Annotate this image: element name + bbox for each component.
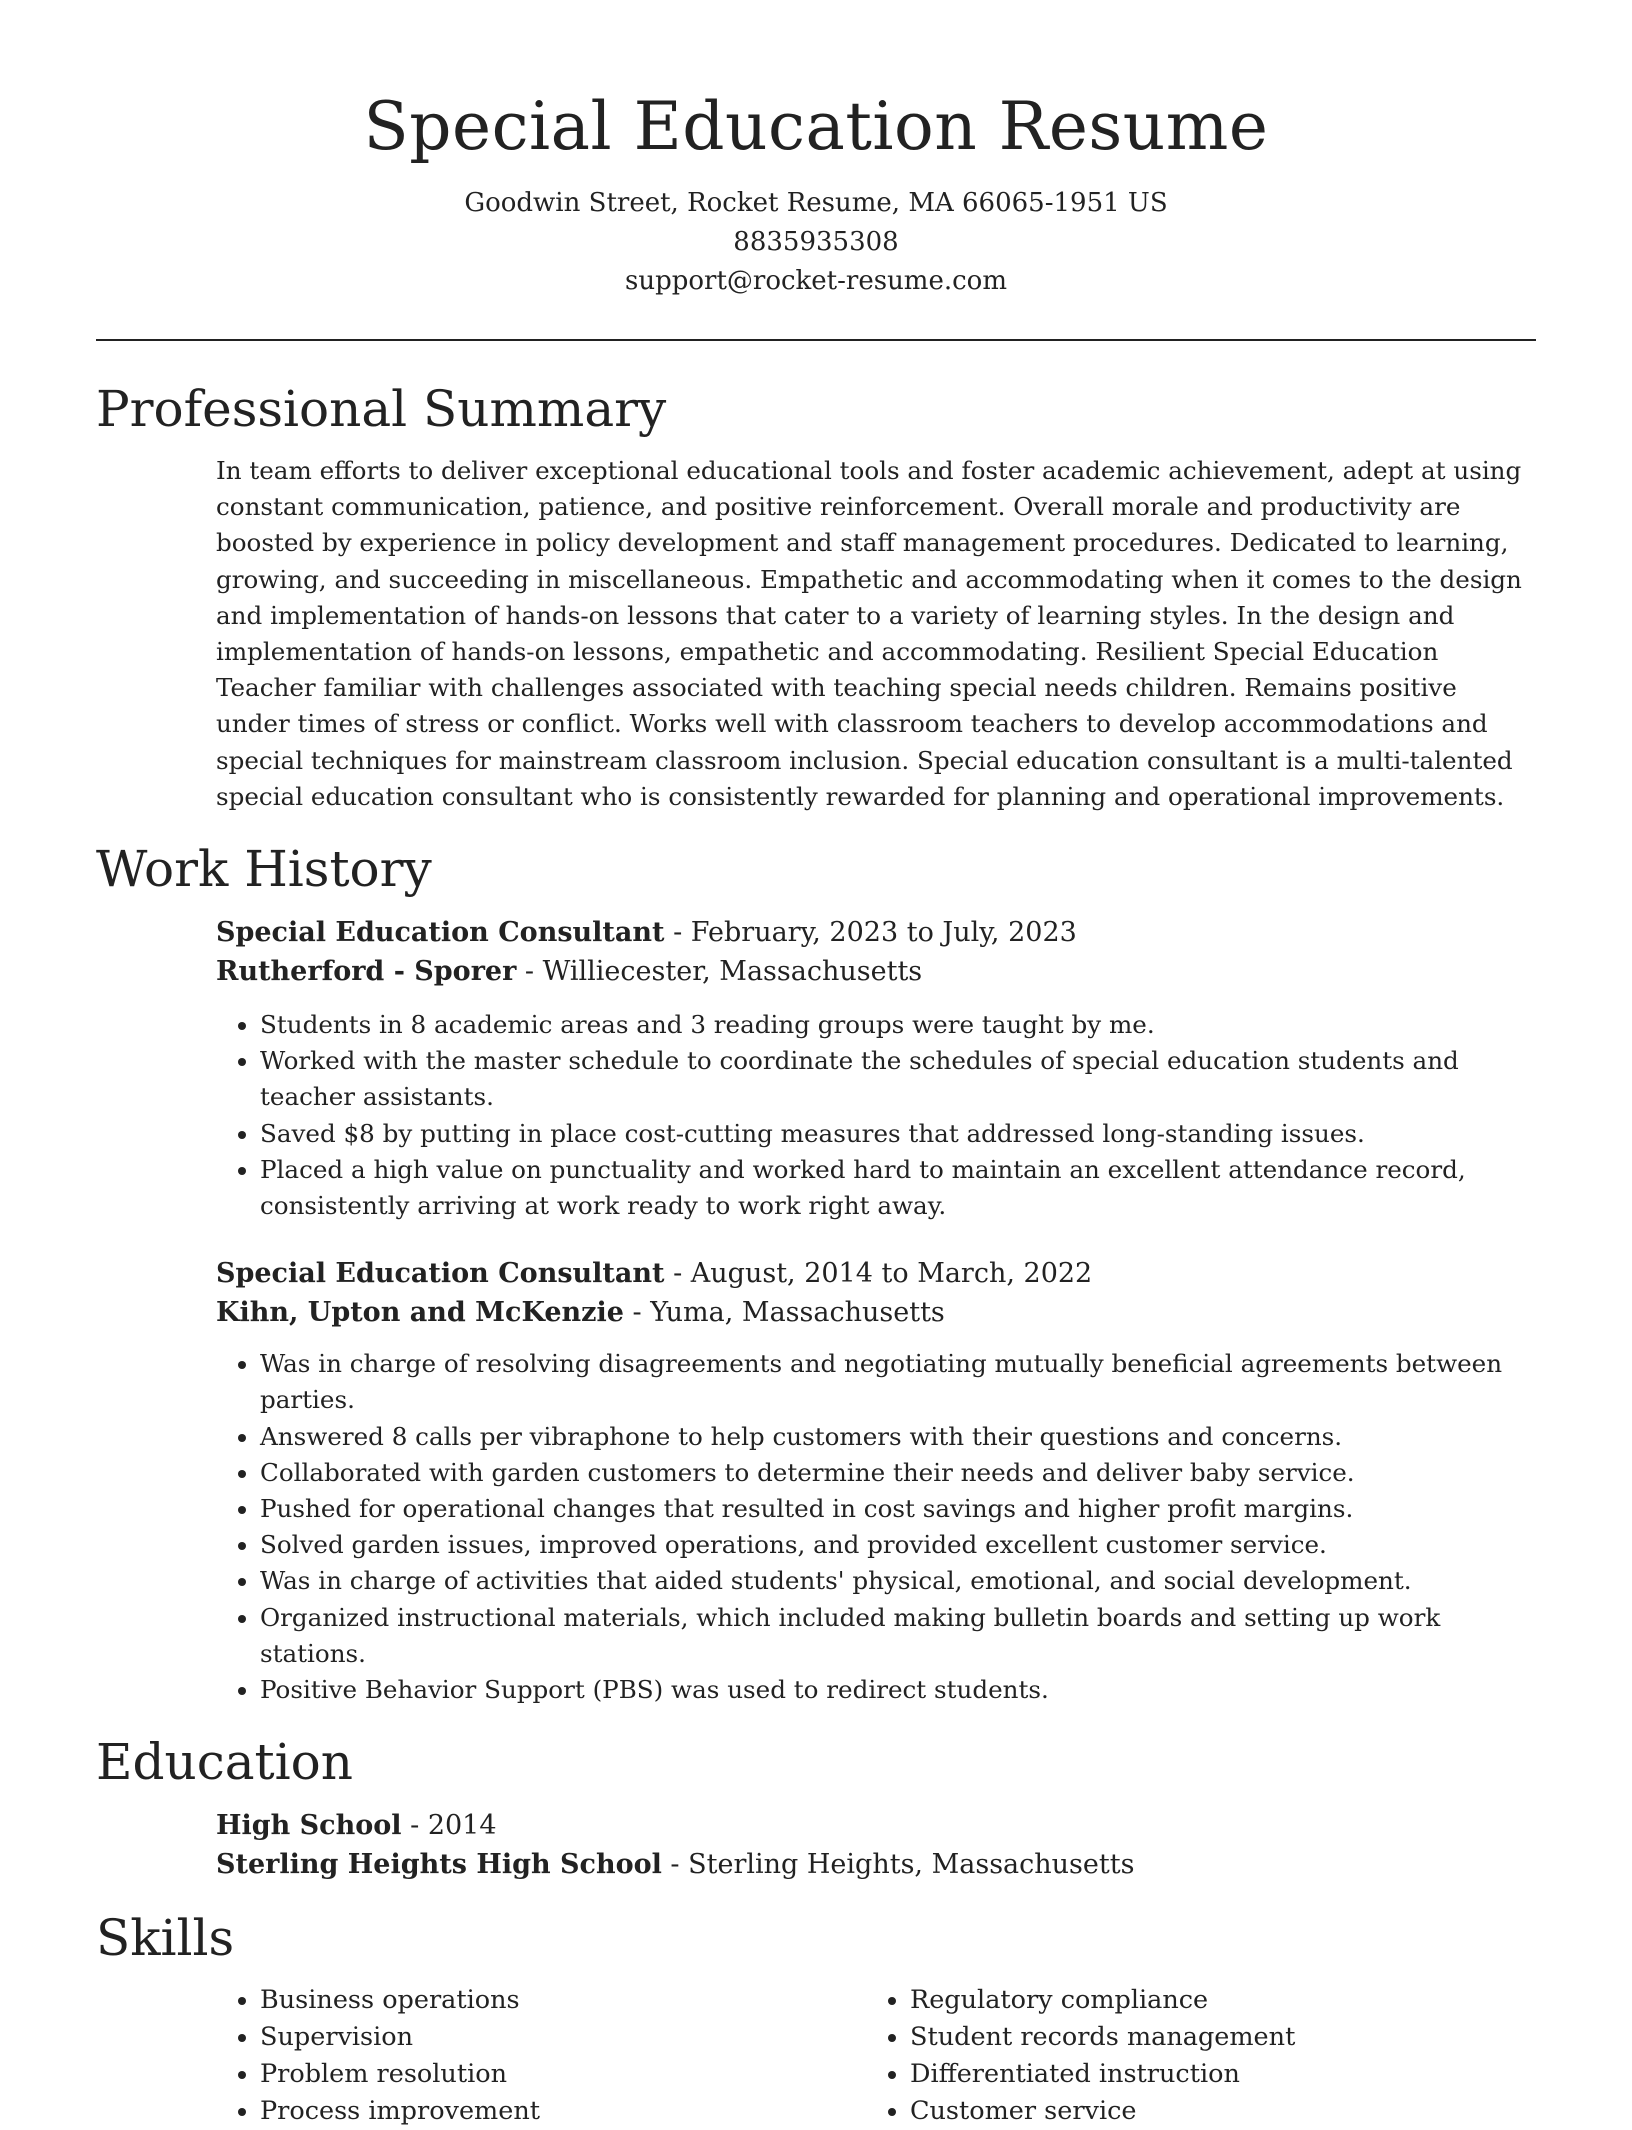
contact-address: Goodwin Street, Rocket Resume, MA 66065-1951 US [464,188,1168,218]
skills-heading: Skills [96,1909,235,1968]
school-location: - Sterling Heights, Massachusetts [661,1849,1135,1881]
skill-item: • Differentiated instruction [910,2056,1516,2093]
job-bullets [216,1346,1536,1708]
job-bullets [216,1007,1536,1224]
resume-header [96,0,1536,301]
skill-item: • Problem resolution [260,2056,866,2093]
skill-item: • Regulatory compliance [910,1982,1516,2019]
job-entry [216,913,1536,1224]
list-item: • Was in charge of resolving disagreements and negotiating mutually beneficial agreements between parties. [260,1346,1536,1418]
summary-body [216,453,1536,815]
job-company-name: Kihn, Upton and McKenzie [216,1297,624,1329]
school-name: Sterling Heights High School [216,1849,662,1881]
skill-item: • Customer service [910,2093,1516,2130]
job-dates: - August, 2014 to March, 2022 [664,1258,1093,1290]
work-section [96,837,1536,1708]
contact-block [96,184,1536,301]
list-item: • Worked with the master schedule to coordinate the schedules of special education students and teacher assistants. [260,1043,1536,1115]
skills-list-right [866,1982,1516,2130]
skills-list-left [216,1982,866,2130]
resume-title: Special Education Resume [363,88,1269,165]
list-item: • Solved garden issues, improved operations, and provided excellent customer service. [260,1527,1536,1563]
education-section [96,1730,1536,1884]
job-location: - Williecester, Massachusetts [516,956,923,988]
header-divider [96,339,1536,341]
list-item: • Students in 8 academic areas and 3 reading groups were taught by me. [260,1007,1536,1043]
list-item: • Positive Behavior Support (PBS) was used to redirect students. [260,1672,1536,1708]
skills-column-left [216,1982,866,2130]
list-item: • Collaborated with garden customers to determine their needs and deliver baby service. [260,1455,1536,1491]
job-company [216,1293,1536,1332]
list-item: • Placed a high value on punctuality and worked hard to maintain an excellent attendance record, consistently arriving at work ready to work right away. [260,1152,1536,1224]
summary-section [96,377,1536,815]
job-location: - Yuma, Massachusetts [623,1297,945,1329]
skills-section [96,1906,1536,2130]
education-school [216,1845,1536,1884]
list-item: • Saved $8 by putting in place cost-cutting measures that addressed long-standing issues. [260,1116,1536,1152]
job-role: Special Education Consultant [216,917,665,949]
contact-phone: 8835935308 [733,227,899,257]
list-item: • Answered 8 calls per vibraphone to help customers with their questions and concerns. [260,1419,1536,1455]
job-dates: - February, 2023 to July, 2023 [664,917,1077,949]
skill-item: • Process improvement [260,2093,866,2130]
job-title [216,913,1536,952]
list-item: • Pushed for operational changes that resulted in cost savings and higher profit margins. [260,1491,1536,1527]
skills-column-right [866,1982,1516,2130]
job-role: Special Education Consultant [216,1258,665,1290]
job-company-name: Rutherford - Sporer [216,956,517,988]
skill-item: • Business operations [260,1982,866,2019]
skills-grid [216,1982,1536,2130]
education-degree [216,1806,1536,1845]
summary-text: In team efforts to deliver exceptional educational tools and foster academic achievement, adept at using constant communication, patience, and positive reinforcement. Overall morale and productivity are boosted by experience in policy development and staff management procedures. Dedicated to learning, growing, and succeeding in miscellaneous. Empathetic and accommodating when it comes to the design and implementation of hands-on lessons that cater to a variety of learning styles. In the design and implementation of hands-on lessons, empathetic and accommodating. Resilient Special Education Teacher familiar with challenges associated with teaching special needs children. Remains positive under times of stress or conflict. Works well with classroom teachers to develop accommodations and special techniques for mainstream classroom inclusion. Special education consultant is a multi-talented special education consultant who is consistently rewarded for planning and operational improvements. [216,456,1522,811]
job-company [216,952,1536,991]
skill-item: • Student records management [910,2019,1516,2056]
education-entry [216,1806,1536,1884]
skill-item: • Supervision [260,2019,866,2056]
degree-year: - 2014 [401,1810,497,1842]
list-item: • Organized instructional materials, which included making bulletin boards and setting up work stations. [260,1600,1536,1672]
list-item: • Was in charge of activities that aided students' physical, emotional, and social development. [260,1563,1536,1599]
education-heading: Education [96,1733,353,1792]
job-title [216,1254,1536,1293]
job-entry [216,1254,1536,1708]
resume-page [96,0,1536,2130]
degree-name: High School [216,1810,402,1842]
contact-email: support@rocket-resume.com [624,266,1007,296]
work-heading: Work History [96,840,432,899]
summary-heading: Professional Summary [96,380,667,438]
